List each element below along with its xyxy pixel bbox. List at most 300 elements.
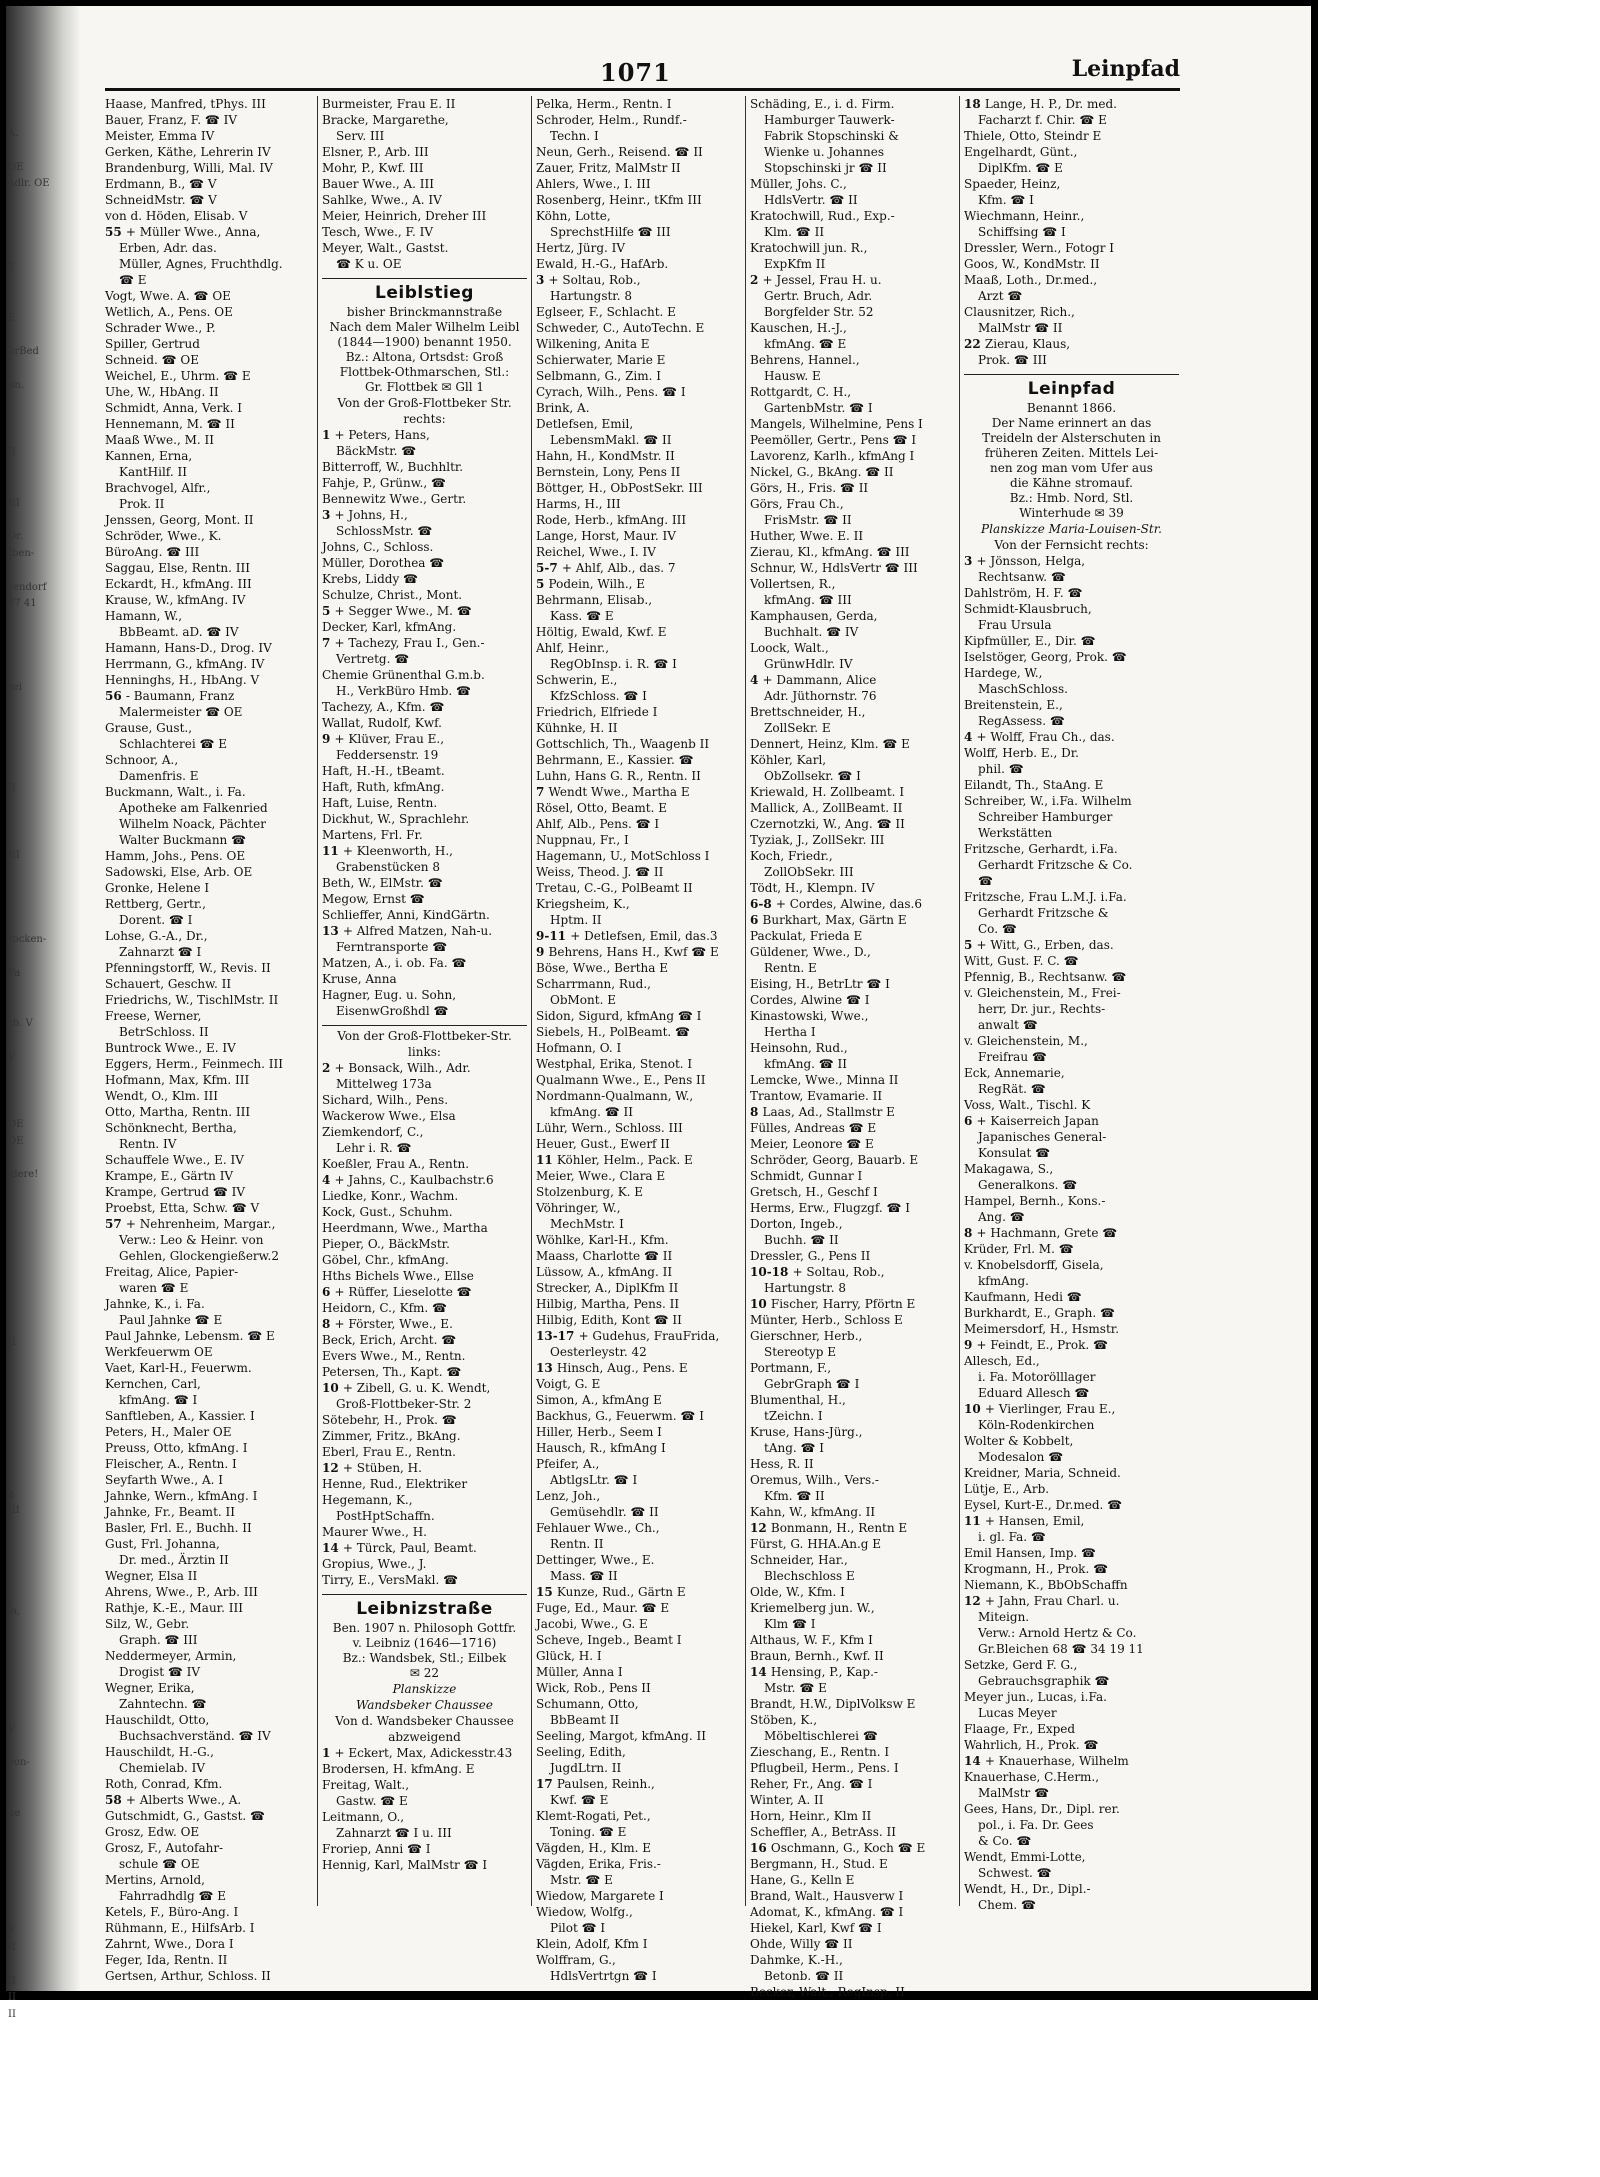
entry-continuation: Gehlen, Glockengießerw.2: [119, 1249, 279, 1263]
resident-entry: [964, 1593, 1179, 1609]
entry-continuation: Oesterleystr. 42: [550, 1345, 647, 1359]
resident-entry: Hiekel, Karl, Kwf ☎ I: [750, 1921, 882, 1935]
entry-continuation: Rentn. IV: [119, 1137, 177, 1151]
resident-entry: Fritzsche, Frau L.M.J. i.Fa.: [964, 890, 1127, 904]
entry-text: + Bonsack, Wilh., Adr.: [334, 1061, 471, 1075]
edge-fragment: [8, 412, 78, 429]
resident-entry: [964, 1337, 1179, 1353]
resident-entry: Haft, Luise, Rentn.: [322, 796, 438, 810]
entry-continuation: kfmAng. ☎ III: [764, 593, 852, 607]
resident-entry: Simon, A., kfmAng E: [536, 1393, 662, 1407]
resident-entry: Heuer, Gust., Ewerf II: [536, 1137, 670, 1151]
resident-entry: Schumann, Otto,: [536, 1697, 639, 1711]
edge-fragment: [8, 1285, 78, 1302]
resident-entry: Hane, G., Kelln E: [750, 1873, 855, 1887]
resident-entry: [536, 944, 741, 960]
entry-continuation: kfmAng. ☎ II: [764, 1057, 848, 1071]
resident-entry: Engelhardt, Günt.,: [964, 145, 1078, 159]
resident-entry: Schroder, Helm., Rundf.-: [536, 113, 687, 127]
resident-entry: Heerdmann, Wwe., Martha: [322, 1221, 488, 1235]
resident-entry: Herms, Erw., Flugzgf. ☎ I: [750, 1201, 910, 1215]
resident-entry: Meyer jun., Lucas, i.Fa.: [964, 1690, 1107, 1704]
edge-fragment: [8, 1822, 78, 1839]
resident-entry: Bergmann, H., Stud. E: [750, 1857, 888, 1871]
entry-text: + Dammann, Alice: [762, 673, 877, 687]
resident-entry: Qualmann Wwe., E., Pens II: [536, 1073, 706, 1087]
edge-fragment: [8, 512, 78, 529]
resident-entry: Kannen, Erna,: [105, 449, 193, 463]
entry-text: + Müller Wwe., Anna,: [125, 225, 261, 239]
resident-entry: Tyziak, J., ZollSekr. III: [750, 833, 885, 847]
resident-entry: Brand, Walt., Hausverw I: [750, 1889, 904, 1903]
edge-fragment: ürBed: [8, 346, 39, 358]
house-number: 3: [964, 554, 977, 568]
edge-fragment: [8, 1520, 78, 1537]
map-reference: Planskizze Maria-Louisen-Str.: [981, 522, 1162, 536]
resident-entry: Tachezy, A., Kfm. ☎: [322, 700, 445, 714]
resident-entry: Hennig, Karl, MalMstr ☎ I: [322, 1858, 488, 1872]
resident-entry: Eglseer, F., Schlacht. E: [536, 305, 676, 319]
resident-entry: Friedrich, Elfriede I: [536, 705, 658, 719]
edge-fragment: OE: [8, 161, 24, 173]
resident-entry: Fleischer, A., Rentn. I: [105, 1457, 237, 1471]
resident-entry: Friedrichs, W., TischlMstr. II: [105, 993, 279, 1007]
entry-continuation: Techn. I: [550, 129, 599, 143]
resident-entry: Strecker, A., DiplKfm II: [536, 1281, 679, 1295]
entry-continuation: Schiffsing ☎ I: [978, 225, 1066, 239]
entry-text: Paulsen, Reinh.,: [556, 1777, 655, 1791]
resident-entry: Krause, W., kfmAng. IV: [105, 593, 246, 607]
resident-entry: Rode, Herb., kfmAng. III: [536, 513, 687, 527]
resident-entry: Seeling, Edith,: [536, 1745, 626, 1759]
resident-entry: [322, 427, 527, 443]
street-info-line: nen zog man vom Ufer aus: [990, 461, 1153, 475]
entry-continuation: Konsulat ☎: [978, 1146, 1051, 1160]
edge-fragment: [8, 1201, 78, 1218]
edge-fragment: [8, 1772, 78, 1789]
house-number: 14: [322, 1541, 343, 1555]
edge-fragment: [8, 1957, 78, 1974]
resident-entry: BüroAng. ☎ III: [105, 545, 200, 559]
resident-entry: [964, 336, 1179, 352]
entry-continuation: Eduard Allesch ☎: [978, 1386, 1090, 1400]
resident-entry: Schneider, Har.,: [750, 1553, 848, 1567]
entry-continuation: Wilhelm Noack, Pächter: [119, 817, 266, 831]
resident-entry: Froriep, Anni ☎ I: [322, 1842, 431, 1856]
entry-continuation: Miteign.: [978, 1610, 1030, 1624]
resident-entry: [322, 843, 527, 859]
edge-fragment: [8, 1218, 78, 1235]
resident-entry: Nordmann-Qualmann, W.,: [536, 1089, 694, 1103]
resident-entry: Schierwater, Marie E: [536, 353, 666, 367]
edge-fragment: [8, 2024, 78, 2041]
resident-entry: Uhe, W., HbAng. II: [105, 385, 219, 399]
resident-entry: Koeßler, Frau A., Rentn.: [322, 1157, 470, 1171]
entry-text: + Detlefsen, Emil, das.3: [570, 929, 718, 943]
edge-fragment: [8, 1033, 78, 1050]
resident-entry: Loock, Walt.,: [750, 641, 829, 655]
entry-continuation: phil. ☎: [978, 762, 1024, 776]
house-number: 4: [322, 1173, 335, 1187]
resident-entry: Tesch, Wwe., F. IV: [322, 225, 434, 239]
edge-fragment: A.: [8, 128, 19, 139]
house-number: 10-18: [750, 1265, 793, 1279]
house-number: 9-11: [536, 929, 571, 943]
resident-entry: [536, 928, 741, 944]
entry-text: Bonmann, H., Rentn E: [770, 1521, 908, 1535]
header-rule: [105, 88, 1180, 91]
resident-entry: Huther, Wwe. E. II: [750, 529, 864, 543]
edge-fragment: [8, 1839, 78, 1856]
resident-entry: Vaet, Karl-H., Feuerwm.: [105, 1361, 252, 1375]
entry-continuation: RegRät. ☎: [978, 1082, 1046, 1096]
resident-entry: [105, 224, 313, 240]
resident-entry: Rühmann, E., HilfsArb. I: [105, 1921, 255, 1935]
resident-entry: Eck, Annemarie,: [964, 1066, 1065, 1080]
entry-continuation: Köln-Rodenkirchen: [978, 1418, 1095, 1432]
entry-continuation: Frau Ursula: [978, 618, 1052, 632]
entry-continuation: BäckMstr. ☎: [336, 444, 417, 458]
resident-entry: Gees, Hans, Dr., Dipl. rer.: [964, 1802, 1120, 1816]
entry-continuation: Chem. ☎: [978, 1898, 1036, 1912]
resident-entry: Stolzenburg, K. E: [536, 1185, 644, 1199]
resident-entry: Schmidt, Gunnar I: [750, 1169, 863, 1183]
entry-text: Fischer, Harry, Pförtn E: [770, 1297, 916, 1311]
entry-text: + Nehrenheim, Margar.,: [125, 1217, 276, 1231]
house-number: 13-17: [536, 1329, 579, 1343]
entry-text: + Kaiserreich Japan: [976, 1114, 1099, 1128]
resident-entry: Ahrens, Wwe., P., Arb. III: [105, 1585, 258, 1599]
entry-continuation: Chemielab. IV: [119, 1761, 206, 1775]
entry-continuation: GartenbMstr. ☎ I: [764, 401, 873, 415]
entry-continuation: waren ☎ E: [119, 1281, 189, 1295]
edge-fragment: [8, 1235, 78, 1252]
house-number: 5: [964, 938, 977, 952]
edge-fragment: [8, 983, 78, 1000]
resident-entry: Lavorenz, Karlh., kfmAng I: [750, 449, 915, 463]
edge-fragment: [8, 815, 78, 832]
resident-entry: Hilbig, Edith, Kont ☎ II: [536, 1313, 682, 1327]
entry-continuation: Prok. ☎ III: [978, 353, 1047, 367]
edge-fragment: 37 41: [8, 598, 37, 610]
resident-entry: Schwerin, E.,: [536, 673, 618, 687]
resident-entry: [964, 96, 1179, 112]
street-info-line: Bz.: Altona, Ortsdst: Groß: [345, 350, 504, 364]
resident-entry: Hths Bichels Wwe., Ellse: [322, 1269, 474, 1283]
resident-entry: Brettschneider, H.,: [750, 705, 866, 719]
edge-fragment: [8, 949, 78, 966]
entry-continuation: Paul Jahnke ☎ E: [119, 1313, 223, 1327]
edge-fragment: III: [8, 497, 20, 509]
resident-entry: Maaß Wwe., M. II: [105, 433, 214, 447]
resident-entry: Saggau, Else, Rentn. III: [105, 561, 251, 575]
resident-entry: Brandenburg, Willi, Mal. IV: [105, 161, 273, 175]
entry-continuation: Ferntransporte ☎: [336, 940, 448, 954]
house-number: 17: [536, 1777, 557, 1791]
edge-fragment: [8, 563, 78, 580]
resident-entry: Iselstöger, Georg, Prok. ☎: [964, 650, 1127, 664]
resident-entry: [536, 576, 741, 592]
resident-entry: Brachvogel, Alfr.,: [105, 481, 211, 495]
entry-continuation: Verw.: Leo & Heinr. von: [119, 1233, 264, 1247]
resident-entry: Lüssow, A., kfmAng. II: [536, 1265, 673, 1279]
resident-entry: Erdmann, B., ☎ V: [105, 177, 217, 191]
edge-fragment: rei: [8, 682, 22, 694]
column-divider: [745, 96, 746, 1906]
resident-entry: Scharrmann, Rud.,: [536, 977, 651, 991]
resident-entry: Haft, Ruth, kfmAng.: [322, 780, 445, 794]
resident-entry: Güldener, Wwe., D.,: [750, 945, 871, 959]
resident-entry: Martens, Frl. Fr.: [322, 828, 423, 842]
edge-fragment: [8, 1587, 78, 1604]
resident-entry: Wegner, Erika,: [105, 1681, 195, 1695]
resident-entry: Dickhut, W., Sprachlehr.: [322, 812, 470, 826]
resident-entry: Schnoor, A.,: [105, 753, 179, 767]
entry-continuation: Werkstätten: [978, 826, 1053, 840]
resident-entry: Peters, H., Maler OE: [105, 1425, 232, 1439]
edge-fragment: [8, 798, 78, 815]
entry-continuation: MalMstr ☎: [978, 1786, 1050, 1800]
resident-entry: Dorton, Ingeb.,: [750, 1217, 843, 1231]
resident-entry: [750, 272, 955, 288]
entry-continuation: Fahrradhdlg ☎ E: [119, 1889, 226, 1903]
resident-entry: Zauer, Fritz, MalMstr II: [536, 161, 681, 175]
entry-continuation: ZollSekr. E: [764, 721, 831, 735]
entry-text: + Jahn, Frau Charl. u.: [984, 1594, 1120, 1608]
entry-continuation: Kfm. ☎ II: [764, 1489, 825, 1503]
resident-entry: [964, 1225, 1179, 1241]
resident-entry: SchneidMstr. ☎ V: [105, 193, 217, 207]
resident-entry: Kruse, Anna: [322, 972, 397, 986]
section-rule: [964, 374, 1179, 375]
entry-text: + Türck, Paul, Beamt.: [342, 1541, 477, 1555]
resident-entry: Görs, H., Fris. ☎ II: [750, 481, 869, 495]
house-number: 22: [964, 337, 985, 351]
house-number: 1: [322, 1746, 335, 1760]
resident-entry: Mohr, P., Kwf. III: [322, 161, 424, 175]
resident-entry: [964, 937, 1179, 953]
resident-entry: Spaeder, Heinz,: [964, 177, 1061, 191]
map-reference: Planskizze: [392, 1682, 457, 1696]
house-number: 6: [750, 913, 763, 927]
edge-fragment: [8, 647, 78, 664]
resident-entry: Wolffram, G.,: [536, 1953, 616, 1967]
column-divider: [959, 96, 960, 1906]
resident-entry: Hausch, R., kfmAng I: [536, 1441, 666, 1455]
resident-entry: Althaus, W. F., Kfm I: [750, 1633, 873, 1647]
resident-entry: Hahn, H., KondMstr. II: [536, 449, 675, 463]
resident-entry: [105, 1792, 313, 1808]
edge-fragment: [8, 210, 78, 227]
resident-entry: Kriegsheim, K.,: [536, 897, 630, 911]
resident-entry: [322, 1540, 527, 1556]
resident-entry: Cyrach, Wilh., Pens. ☎ I: [536, 385, 686, 399]
entry-continuation: Adr. Jüthornstr. 76: [764, 689, 877, 703]
resident-entry: Hilbig, Martha, Pens. II: [536, 1297, 680, 1311]
resident-entry: Zieschang, E., Rentn. I: [750, 1745, 890, 1759]
resident-entry: Wendt, H., Dr., Dipl.-: [964, 1882, 1091, 1896]
entry-continuation: Gemüsehdlr. ☎ II: [550, 1505, 659, 1519]
entry-text: Kunze, Rud., Gärtn E: [556, 1585, 686, 1599]
resident-entry: Krebs, Liddy ☎: [322, 572, 418, 586]
resident-entry: Dressler, G., Pens II: [750, 1249, 871, 1263]
edge-fragment: Fa: [8, 967, 21, 979]
entry-continuation: Schreiber Hamburger: [978, 810, 1113, 824]
resident-entry: Wilkening, Anita E: [536, 337, 650, 351]
entry-continuation: AbtlgsLtr. ☎ I: [550, 1473, 638, 1487]
resident-entry: [750, 912, 955, 928]
resident-entry: [322, 923, 527, 939]
entry-continuation: Gerhardt Fritzsche &: [978, 906, 1109, 920]
resident-entry: Detlefsen, Emil,: [536, 417, 634, 431]
edge-fragment: [8, 1403, 78, 1420]
resident-entry: Witt, Gust. F. C. ☎: [964, 954, 1079, 968]
resident-entry: Heinsohn, Rud.,: [750, 1041, 848, 1055]
resident-entry: Pflugbeil, Herm., Pens. I: [750, 1761, 899, 1775]
edge-fragment: [8, 479, 78, 496]
resident-entry: Behrmann, Elisab.,: [536, 593, 653, 607]
entry-continuation: Japanisches General-: [978, 1130, 1107, 1144]
house-number: 12: [964, 1594, 985, 1608]
entry-text: + Stüben, H.: [342, 1461, 422, 1475]
edge-fragment: tben-: [8, 547, 35, 559]
edge-fragment: [8, 361, 78, 378]
edge-fragment: II: [8, 1992, 16, 2004]
resident-entry: Trantow, Evamarie. II: [750, 1089, 883, 1103]
street-heading: Leiblstieg: [375, 283, 474, 303]
street-info-line: Ben. 1907 n. Philosoph Gottfr.: [332, 1621, 517, 1635]
resident-entry: Emil Hansen, Imp. ☎: [964, 1546, 1096, 1560]
resident-entry: Böse, Wwe., Bertha E: [536, 961, 669, 975]
house-number: 5: [536, 577, 549, 591]
resident-entry: Packulat, Frieda E: [750, 929, 863, 943]
entry-continuation: i. gl. Fa. ☎: [978, 1530, 1046, 1544]
resident-entry: Eilandt, Th., StaAng. E: [964, 778, 1104, 792]
resident-entry: Kriemelberg jun. W.,: [750, 1601, 875, 1615]
entry-text: + Tachezy, Frau I., Gen.-: [334, 636, 485, 650]
resident-entry: Schmidt-Klausbruch,: [964, 602, 1092, 616]
edge-fragment: [8, 193, 78, 210]
resident-entry: Stöben, K.,: [750, 1713, 818, 1727]
resident-entry: Grosz, F., Autofahr-: [105, 1841, 224, 1855]
resident-entry: Eggers, Herm., Feinmech. III: [105, 1057, 283, 1071]
resident-entry: Schulze, Christ., Mont.: [322, 588, 463, 602]
map-reference: Wandsbeker Chaussee: [355, 1698, 494, 1712]
street-info-line: ✉ 22: [409, 1666, 440, 1680]
resident-entry: Basler, Frl. E., Buchh. II: [105, 1521, 252, 1535]
edge-fragment: [8, 1671, 78, 1688]
entry-continuation: Rentn. II: [550, 1537, 604, 1551]
resident-entry: Wiedow, Margarete I: [536, 1889, 664, 1903]
resident-entry: [322, 1380, 527, 1396]
resident-entry: [322, 1284, 527, 1300]
edge-fragment: [8, 1537, 78, 1554]
resident-entry: Wendt, Emmi-Lotte,: [964, 1850, 1086, 1864]
edge-fragment: [8, 999, 78, 1016]
house-number: 12: [750, 1521, 771, 1535]
resident-entry: Hertz, Jürg. IV: [536, 241, 626, 255]
entry-text: + Jahns, C., Kaulbachstr.6: [334, 1173, 494, 1187]
entry-continuation: tZeichn. I: [764, 1409, 823, 1423]
resident-entry: Elsner, P., Arb. III: [322, 145, 429, 159]
edge-fragment: [8, 294, 78, 311]
street-info-line: Gr. Flottbek ✉ Gll 1: [364, 380, 485, 394]
resident-entry: [536, 1152, 741, 1168]
entry-continuation: Zahntechn. ☎: [119, 1697, 207, 1711]
resident-entry: Heidorn, C., Kfm. ☎: [322, 1301, 447, 1315]
resident-entry: Kriewald, H. Zollbeamt. I: [750, 785, 905, 799]
resident-entry: Lenz, Joh.,: [536, 1489, 601, 1503]
resident-entry: Krampe, Gertrud ☎ IV: [105, 1185, 246, 1199]
entry-text: + Knauerhase, Wilhelm: [984, 1754, 1129, 1768]
resident-entry: Gierschner, Herb.,: [750, 1329, 863, 1343]
entry-continuation: BetrSchloss. II: [119, 1025, 209, 1039]
entry-continuation: Apotheke am Falkenried: [119, 801, 268, 815]
edge-fragment: [8, 831, 78, 848]
resident-entry: Beck, Erich, Archt. ☎: [322, 1333, 457, 1347]
resident-entry: Mertins, Arnold,: [105, 1873, 205, 1887]
resident-entry: [750, 1264, 955, 1280]
entry-continuation: Dorent. ☎ I: [119, 913, 193, 927]
edge-fragment: eon-: [8, 1757, 30, 1769]
resident-entry: Wick, Rob., Pens II: [536, 1681, 651, 1695]
resident-entry: Wendt, O., Klm. III: [105, 1089, 218, 1103]
resident-entry: [322, 1460, 527, 1476]
entry-continuation: Feddersenstr. 19: [336, 748, 439, 762]
direction-subheading: abzweigend: [388, 1730, 461, 1744]
resident-entry: Göbel, Chr., kfmAng.: [322, 1253, 449, 1267]
entry-continuation: Stopschinski jr ☎ II: [764, 161, 887, 175]
resident-entry: Jahnke, Fr., Beamt. II: [105, 1505, 235, 1519]
direction-subheading: rechts:: [403, 412, 446, 426]
edge-fragment: III: [8, 850, 20, 862]
resident-entry: Köhn, Lotte,: [536, 209, 611, 223]
resident-entry: Jenssen, Georg, Mont. II: [105, 513, 254, 527]
entry-continuation: Borgfelder Str. 52: [764, 305, 874, 319]
direction-subheading: links:: [408, 1045, 441, 1059]
resident-entry: Olde, W., Kfm. I: [750, 1585, 845, 1599]
street-info-line: Benannt 1866.: [1026, 401, 1117, 415]
edge-fragment: [8, 697, 78, 714]
resident-entry: Evers Wwe., M., Rentn.: [322, 1349, 466, 1363]
resident-entry: Gutschmidt, G., Gastst. ☎: [105, 1809, 265, 1823]
resident-entry: Höltig, Ewald, Kwf. E: [536, 625, 667, 639]
resident-entry: Bracke, Margarethe,: [322, 113, 449, 127]
resident-entry: v. Knobelsdorff, Gisela,: [964, 1258, 1104, 1272]
edge-fragment: II: [8, 783, 16, 795]
resident-entry: Sadowski, Else, Arb. OE: [105, 865, 253, 879]
resident-entry: [964, 1113, 1179, 1129]
entry-continuation: Stereotyp E: [764, 1345, 837, 1359]
resident-entry: Ziemkendorf, C.,: [322, 1125, 424, 1139]
resident-entry: [964, 553, 1179, 569]
resident-entry: Johns, C., Schloss.: [322, 540, 434, 554]
resident-entry: Kahn, W., kfmAng. II: [750, 1505, 876, 1519]
entry-continuation: LebensmMakl. ☎ II: [550, 433, 672, 447]
resident-entry: Schneid. ☎ OE: [105, 353, 200, 367]
entry-continuation: GebrGraph ☎ I: [764, 1377, 860, 1391]
resident-entry: Fritzsche, Gerhardt, i.Fa.: [964, 842, 1118, 856]
resident-entry: Spiller, Gertrud: [105, 337, 200, 351]
resident-entry: [536, 784, 741, 800]
entry-continuation: Modesalon ☎: [978, 1450, 1064, 1464]
resident-entry: Wackerow Wwe., Elsa: [322, 1109, 456, 1123]
edge-fragment: [8, 462, 78, 479]
resident-entry: [536, 1328, 741, 1344]
direction-subheading: Von der Groß-Flottbeker Str.: [337, 396, 512, 410]
entry-continuation: ☎ E: [119, 273, 147, 287]
edge-fragment: [8, 915, 78, 932]
